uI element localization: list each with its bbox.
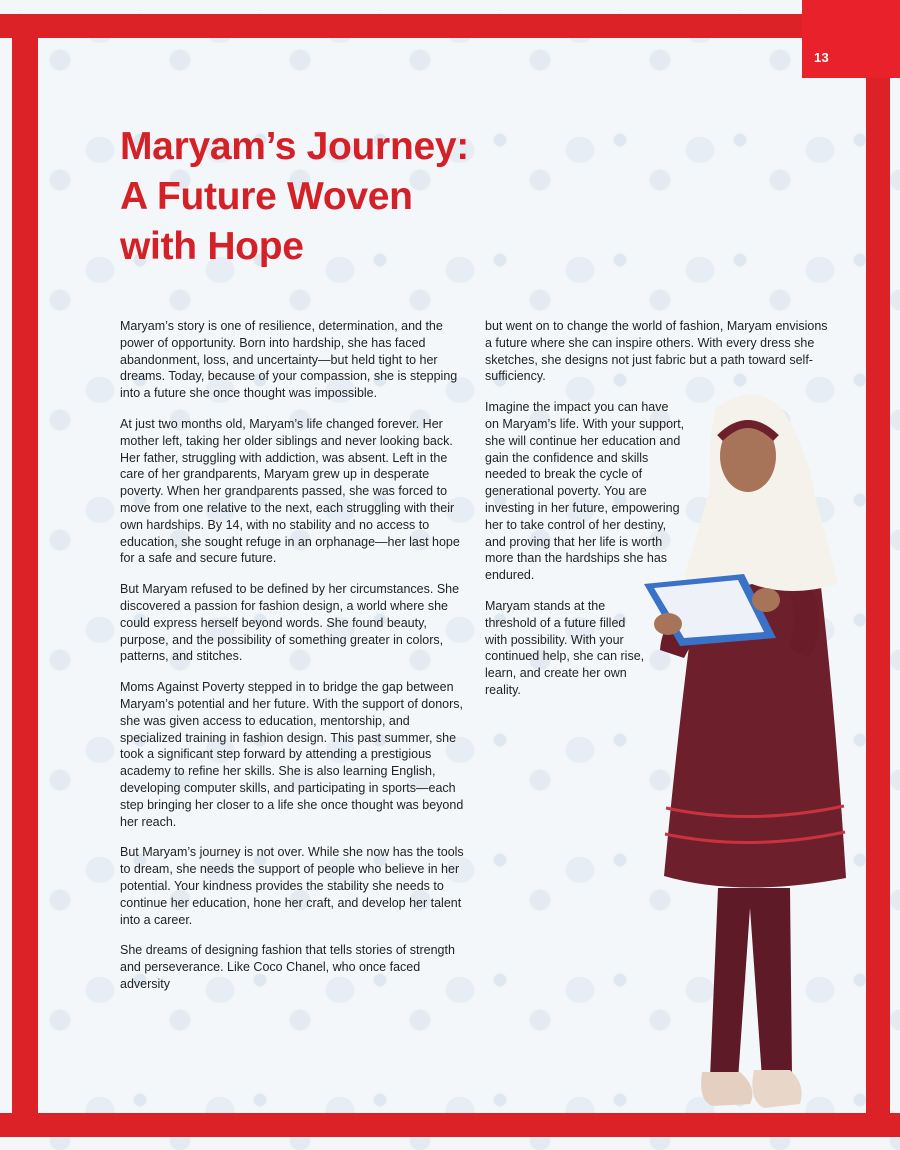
title-line: Maryam’s Journey: (120, 125, 469, 168)
paragraph: But Maryam’s journey is not over. While she now has the tools to dream, she needs the support of people who believe in her potential. Your kindness provides the stability she needs to continue her education, hone her craft, and develop her talent into a career. (120, 845, 464, 927)
page-number: 13 (814, 50, 830, 65)
title-line: A Future Woven (120, 175, 413, 218)
left-shoe (701, 1072, 752, 1106)
paragraph: But Maryam refused to be defined by her circumstances. She discovered a passion for fashion design, a world where she could express herself beyond words. She found beauty, purpose, and the possibility of something greater in colors, patterns, and stitches. (120, 582, 460, 664)
paragraph: Imagine the impact you can have on Maryam’s life. With your support, she will continue her education and gain the confidence and skills needed to break the cycle of generational poverty. You are investing in her future, empowering her to take control of her destiny, and proving that her life is worth more than the hardships she has endured. (485, 400, 685, 583)
article-title (120, 122, 540, 272)
red-frame-top (0, 14, 900, 38)
left-column (120, 318, 465, 1007)
girl-photo (640, 388, 855, 1118)
left-hand (654, 613, 682, 635)
red-frame-right (866, 14, 890, 1137)
right-shoe (752, 1070, 801, 1108)
paragraph: She dreams of designing fashion that tells stories of strength and perseverance. Like Coco Chanel, who once faced adversity (120, 943, 455, 991)
right-hand (752, 588, 780, 612)
red-frame-left (12, 14, 38, 1137)
paragraph: Maryam stands at the threshold of a future filled with possibility. With your continued help, she can rise, learn, and create her own reality. (485, 598, 645, 697)
paragraph: At just two months old, Maryam’s life changed forever. Her mother left, taking her older siblings and never looking back. Her father, struggling with addiction, was absent. Left in the care of her grandparents, Maryam grew up in desperate poverty. When her grandparents passed, she was forced to move from one relative to the next, each struggling with their own hardships. By 14, with no stability and no access to education, she sought refuge in an orphanage—her last hope for a safe and secure future. (120, 416, 460, 566)
title-line: with Hope (120, 225, 304, 268)
paragraph: but went on to change the world of fashion, Maryam envisions a future where she can inspire others. With every dress she sketches, she designs not just fabric but a path toward self-sufficiency. (485, 319, 828, 384)
paragraph: Maryam’s story is one of resilience, determination, and the power of opportunity. Born into hardship, she has faced abandonment, loss, and uncertainty—but held tight to her dreams. Today, because of your compassion, she is stepping into a future she once thought was impossible. (120, 319, 458, 401)
trousers (710, 888, 792, 1080)
paragraph: Moms Against Poverty stepped in to bridge the gap between Maryam’s potential and her future. With the support of donors, she was given access to education, mentorship, and specialized training in fashion design. This past summer, she took a significant step forward by attending a prestigious academy to refine her skills. She is also learning English, developing computer skills, and participating in sports—each step bringing her closer to a life she once thought was beyond her reach. (120, 680, 464, 829)
page-number-tab (802, 0, 900, 78)
